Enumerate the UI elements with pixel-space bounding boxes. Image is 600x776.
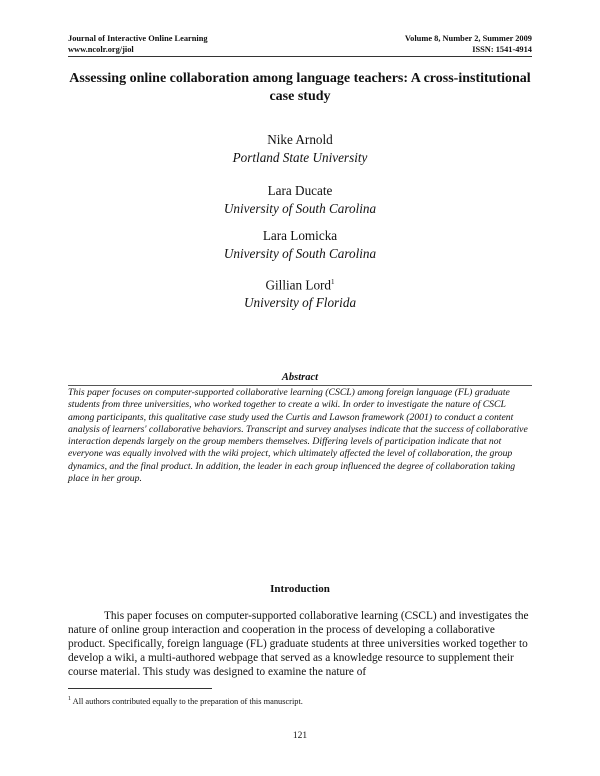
issn: ISSN: 1541-4914 [472,45,532,54]
author-affiliation: Portland State University [232,150,368,165]
author-name: Nike Arnold [267,132,333,147]
footnote-divider [68,688,212,689]
author-affiliation: University of South Carolina [223,201,377,216]
introduction-paragraph: This paper focuses on computer-supported collaborative learning (CSCL) and investigates the nature of online group interaction and cooperation in the process of developing a collaborative product. Specifically, foreign language (FL) graduate students at three universities worked together to develop a wiki, a multi-authored webpage that served as a knowledge resource to supplement their course material. This study was designed to examine the nature of [68,610,529,678]
introduction-heading: Introduction [270,583,330,595]
author-2 [68,182,532,218]
volume-info: Volume 8, Number 2, Summer 2009 [404,34,532,43]
page-number: 121 [292,731,308,741]
journal-name: Journal of Interactive Online Learning [68,34,208,43]
author-4 [68,273,532,312]
footnote-marker[interactable]: 1 [331,278,335,286]
footnote-text: All authors contributed equally to the preparation of this manuscript. [72,696,303,706]
author-3 [68,227,532,263]
abstract-text: This paper focuses on computer-supported collaborative learning (CSCL) among foreign language (FL) graduate students from three universities, who worked together to create a wiki. In order to investigate the nature of CSCL among participants, this qualitative case study used the Curtis and Lawson framework (2001) to conduct a content analysis of learners' collaborative behaviors. Transcript and survey analyses indicate that the success of collaborative interaction depends largely on the group members themselves. Differing levels of participation indicate that not everyone was equally involved with the wiki project, which ultimately affected the level of collaboration, the group dynamics, and the final product. In addition, the leader in each group influenced the degree of collaboration taking place in her group. [68,387,528,485]
author-name: Gillian Lord [265,277,332,293]
author-name: Lara Ducate [267,183,333,198]
footnote [68,694,303,707]
abstract-divider [68,385,532,386]
author-name: Lara Lomicka [262,228,338,243]
author-affiliation: University of South Carolina [223,246,377,261]
abstract-heading: Abstract [281,372,319,383]
author-affiliation: University of Florida [243,295,357,311]
author-1 [68,131,532,167]
header-divider [68,56,532,57]
footnote-number: 1 [68,696,71,702]
running-header-left [68,33,208,55]
journal-url[interactable]: www.ncolr.org/jiol [68,45,134,54]
running-header-right [405,33,532,55]
author-name-line [68,273,532,294]
paper-title: Assessing online collaboration among language teachers: A cross-institutional case study [69,71,531,104]
